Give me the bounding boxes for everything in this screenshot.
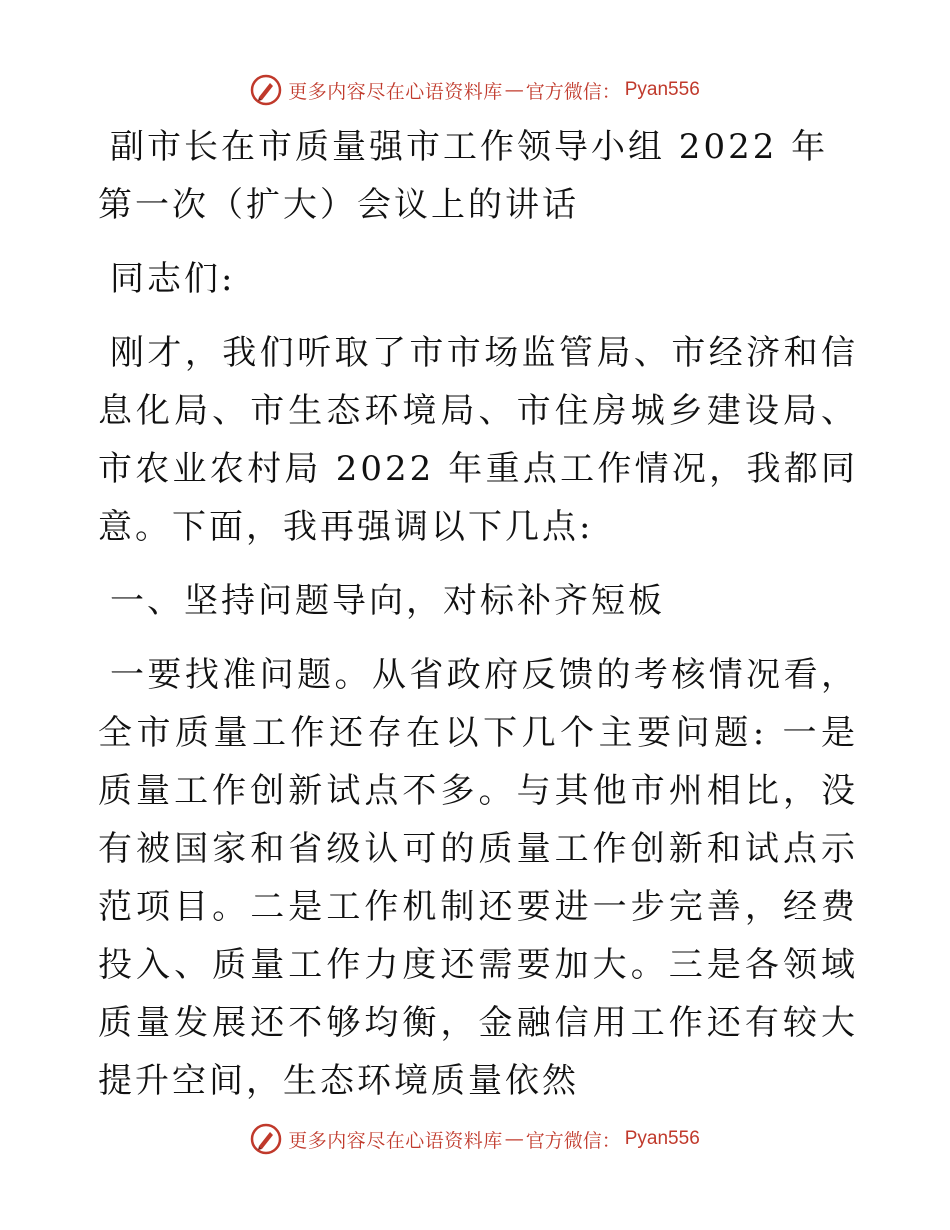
document-body <box>98 118 858 1110</box>
wechat-label: 官方微信： <box>525 80 621 103</box>
greeting: 同志们: <box>110 259 236 299</box>
pen-logo-icon <box>250 1123 282 1155</box>
header-banner <box>0 70 950 110</box>
paragraph-1: 一要找准问题。从省政府反馈的考核情况看，全市质量工作还存在以下几个主要问题: 一是质量工作创新试点不多。与其他市州相比，没有被国家和省级认可的质量工作创新和试点示范项目。二是工作机制还要进一步完善，经费投入、质量工作力度还需要加大。三是各领域质量发展还不够均衡，金融信用工作还有较大提升空间，生态环境质量依然 <box>98 655 858 1101</box>
banner-dash: — <box>504 1128 524 1150</box>
site-name: 更多内容尽在心语资料库 <box>288 80 503 103</box>
footer-banner <box>0 1119 950 1159</box>
section-heading-1: 一、坚持问题导向，对标补齐短板 <box>110 581 665 621</box>
site-name: 更多内容尽在心语资料库 <box>288 1129 503 1152</box>
wechat-id: Pyan556 <box>624 79 700 100</box>
document-title: 副市长在市质量强市工作领导小组 2022 年第一次（扩大）会议上的讲话 <box>98 127 829 225</box>
pen-logo-icon <box>250 74 282 106</box>
banner-dash: — <box>504 79 524 101</box>
wechat-label: 官方微信： <box>525 1129 621 1152</box>
wechat-id: Pyan556 <box>624 1128 700 1149</box>
intro-paragraph: 刚才，我们听取了市市场监管局、市经济和信息化局、市生态环境局、市住房城乡建设局、市农业农村局 2022 年重点工作情况，我都同意。下面，我再强调以下几点: <box>98 333 858 547</box>
